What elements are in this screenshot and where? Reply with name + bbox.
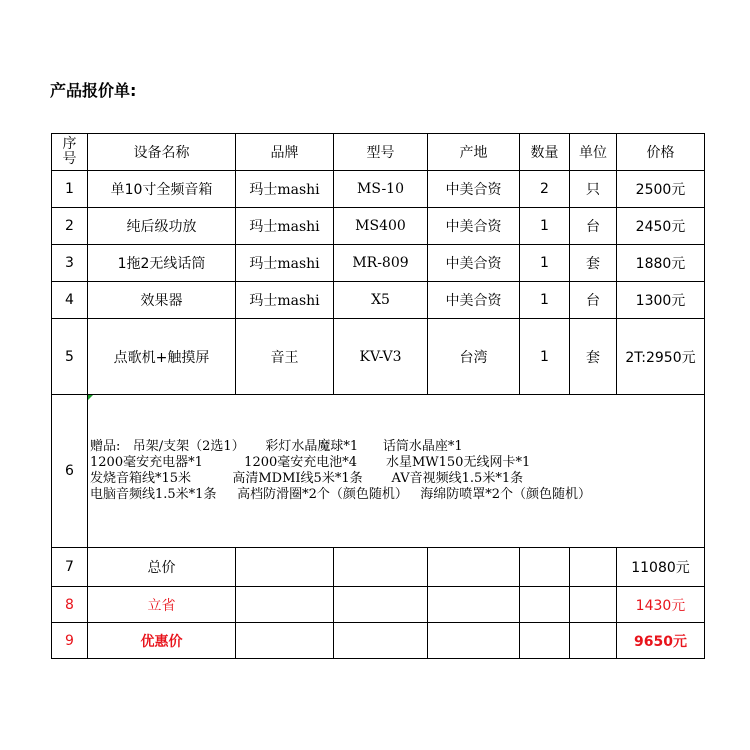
cell-seq: 3 [52,245,88,282]
discount-value: 9650元 [617,623,705,659]
cell-unit: 台 [570,208,617,245]
empty-cell [334,623,428,659]
cell-price: 1300元 [617,282,705,319]
cell-origin: 台湾 [428,319,520,395]
cell-model: MR-809 [334,245,428,282]
cell-qty: 1 [520,319,570,395]
cell-comment-marker [88,395,93,400]
cell-origin: 中美合资 [428,282,520,319]
header-seq-line1: 序 [62,136,77,152]
saving-label: 立省 [88,587,236,623]
gift-line: 发烧音箱线*15米 高清MDMI线5米*1条 AV音视频线1.5米*1条 [90,471,524,486]
cell-brand: 玛士mashi [236,245,334,282]
header-brand: 品牌 [236,134,334,171]
empty-cell [570,587,617,623]
cell-name: 纯后级功放 [88,208,236,245]
cell-origin: 中美合资 [428,245,520,282]
cell-model: MS-10 [334,171,428,208]
header-origin: 产地 [428,134,520,171]
empty-cell [428,548,520,587]
cell-qty: 1 [520,282,570,319]
empty-cell [334,587,428,623]
cell-name: 效果器 [88,282,236,319]
header-price: 价格 [617,134,705,171]
empty-cell [428,623,520,659]
header-name: 设备名称 [88,134,236,171]
header-row [52,134,705,171]
cell-brand: 玛士mashi [236,282,334,319]
page-title: 产品报价单: [50,81,137,100]
header-model: 型号 [334,134,428,171]
empty-cell [570,623,617,659]
cell-price: 2500元 [617,171,705,208]
empty-cell [236,623,334,659]
empty-cell [236,548,334,587]
cell-name: 1拖2无线话筒 [88,245,236,282]
table-row [52,282,705,319]
empty-cell [428,587,520,623]
gifts-cell [88,395,705,548]
total-label: 总价 [88,548,236,587]
header-seq-line2: 号 [62,151,77,167]
header-seq [52,134,88,171]
cell-qty: 1 [520,245,570,282]
saving-value: 1430元 [617,587,705,623]
cell-qty: 2 [520,171,570,208]
empty-cell [520,587,570,623]
table-row [52,208,705,245]
cell-seq: 7 [52,548,88,587]
cell-origin: 中美合资 [428,171,520,208]
cell-brand: 音王 [236,319,334,395]
header-qty: 数量 [520,134,570,171]
cell-seq: 1 [52,171,88,208]
empty-cell [334,548,428,587]
cell-price: 2450元 [617,208,705,245]
cell-price: 1880元 [617,245,705,282]
cell-seq: 6 [52,395,88,548]
discount-label: 优惠价 [88,623,236,659]
empty-cell [570,548,617,587]
gifts-row [52,395,705,548]
cell-name: 单10寸全频音箱 [88,171,236,208]
total-value: 11080元 [617,548,705,587]
total-row [52,548,705,587]
saving-row [52,587,705,623]
cell-unit: 只 [570,171,617,208]
gift-line: 赠品: 吊架/支架（2选1） 彩灯水晶魔球*1 话筒水晶座*1 [90,439,463,454]
cell-qty: 1 [520,208,570,245]
cell-unit: 套 [570,245,617,282]
cell-seq: 2 [52,208,88,245]
empty-cell [520,548,570,587]
quote-table [51,133,705,659]
gift-line: 电脑音频线1.5米*1条 高档防滑圈*2个（颜色随机） 海绵防喷罩*2个（颜色随机） [90,487,592,502]
cell-model: KV-V3 [334,319,428,395]
cell-model: X5 [334,282,428,319]
table-row [52,245,705,282]
cell-unit: 套 [570,319,617,395]
cell-brand: 玛士mashi [236,208,334,245]
cell-model: MS400 [334,208,428,245]
cell-origin: 中美合资 [428,208,520,245]
empty-cell [236,587,334,623]
table-row [52,171,705,208]
header-unit: 单位 [570,134,617,171]
cell-seq: 4 [52,282,88,319]
cell-seq: 8 [52,587,88,623]
discount-row [52,623,705,659]
empty-cell [520,623,570,659]
cell-price: 2T:2950元 [617,319,705,395]
cell-unit: 台 [570,282,617,319]
cell-brand: 玛士mashi [236,171,334,208]
table-row [52,319,705,395]
cell-seq: 9 [52,623,88,659]
gift-line: 1200毫安充电器*1 1200毫安充电池*4 水星MW150无线网卡*1 [90,455,531,470]
cell-name: 点歌机+触摸屏 [88,319,236,395]
cell-seq: 5 [52,319,88,395]
